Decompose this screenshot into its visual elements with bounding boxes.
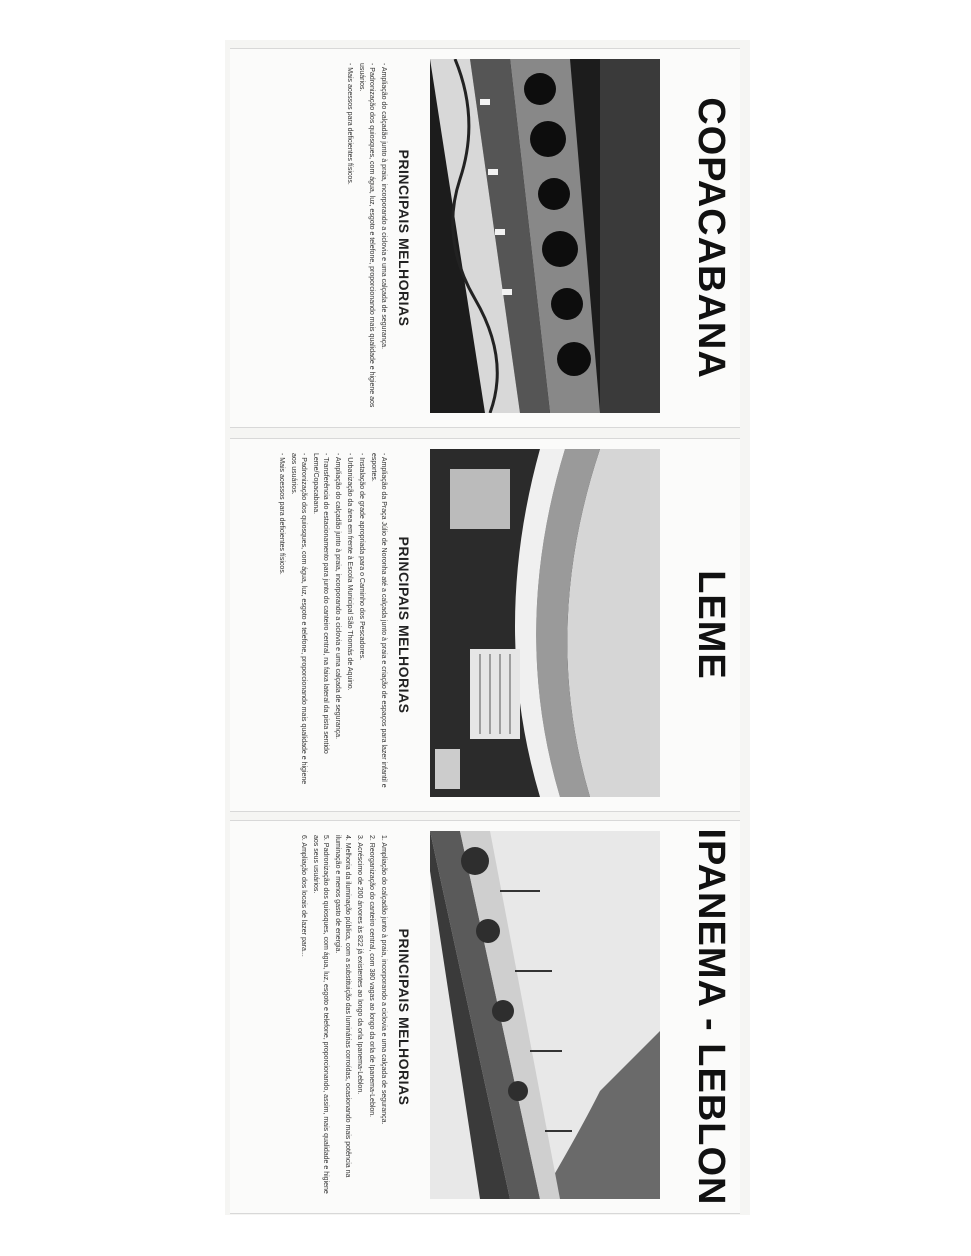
list-item: 2. Reorganização do canteiro central, com 380 vagas ao longo da orla de Ipanema-Leblon. [368, 835, 375, 1118]
list-item: - Ampliação da Praça Júlio de Noronha até a calçada junto à praia e criação de espaços para lazer infantil e esportes. [370, 453, 387, 788]
list-item: - Transferência do estacionamento para junto do canteiro central, na faixa lateral da pista sentido Leme/Copacabana. [312, 453, 329, 754]
list-item: 5. Padronização dos quiosques, com água, luz, esgoto e telefone, proporcionando, assim, mais qualidade e higiene aos seus usuários. [312, 835, 329, 1194]
list-item: - Urbanização da área em frente à Escola Municipal São Thomás de Aquino. [346, 453, 353, 691]
list-item: - Padronização dos quiosques, com água, luz, esgoto e telefone, proporcionando mais qualidade e higiene aos usuários. [358, 63, 375, 408]
panel-title: IPANEMA - LEBLON [690, 828, 732, 1206]
improvements-list [274, 453, 388, 797]
panel-ipanema-leblon [230, 820, 740, 1214]
section-heading: PRINCIPAIS MELHORIAS [396, 149, 412, 327]
list-item: 3. Acréscimo de 200 árvores às 822 já existentes ao longo da orla Ipanema-Leblon. [356, 835, 363, 1095]
panel-content [230, 49, 740, 427]
aerial-beach-photo [430, 449, 660, 797]
avenue-perspective-photo [430, 831, 660, 1199]
photo-illustration [430, 59, 660, 413]
list-item: - Ampliação do calçadão junto à praia, incorporando a ciclovia e uma calçada de segurança. [380, 63, 387, 350]
beach-promenade-photo [430, 59, 660, 413]
list-item: 1. Ampliação do calçadão junto à praia, incorporando a ciclovia e uma calçada de segurança. [380, 835, 387, 1125]
list-item: - Mais acessos para deficientes físicos. [346, 63, 353, 185]
list-item: 4. Melhoria da iluminação pública, com a substituição das luminárias corroídas, ocasionando mais potência na iluminação e menos gasto de energia. [334, 835, 351, 1178]
section-heading: PRINCIPAIS MELHORIAS [396, 928, 412, 1106]
improvements-list [342, 63, 388, 413]
list-item: - Instalação de grade apropriada para o Caminho dos Pescadores. [358, 453, 365, 661]
section-heading: PRINCIPAIS MELHORIAS [396, 536, 412, 714]
photo-illustration [430, 449, 660, 797]
panel-title: LEME [690, 570, 732, 680]
list-item: - Padronização dos quiosques, com água, luz, esgoto e telefone, proporcionando mais qualidade e higiene aos usuários. [290, 453, 307, 785]
panel-copacabana [230, 48, 740, 428]
panel-content [230, 439, 740, 811]
improvements-list [296, 835, 388, 1199]
panel-leme [230, 438, 740, 812]
list-item: - Mais acessos para deficientes físicos. [278, 453, 285, 575]
list-item: - Ampliação do calçadão junto à praia, incorporando a ciclovia e uma calçada de segurança. [334, 453, 341, 740]
photo-illustration [430, 831, 660, 1199]
panel-title: COPACABANA [690, 97, 732, 379]
list-item: 6. Ampliação dos locais de lazer para... [300, 835, 307, 957]
panel-content [230, 821, 740, 1213]
